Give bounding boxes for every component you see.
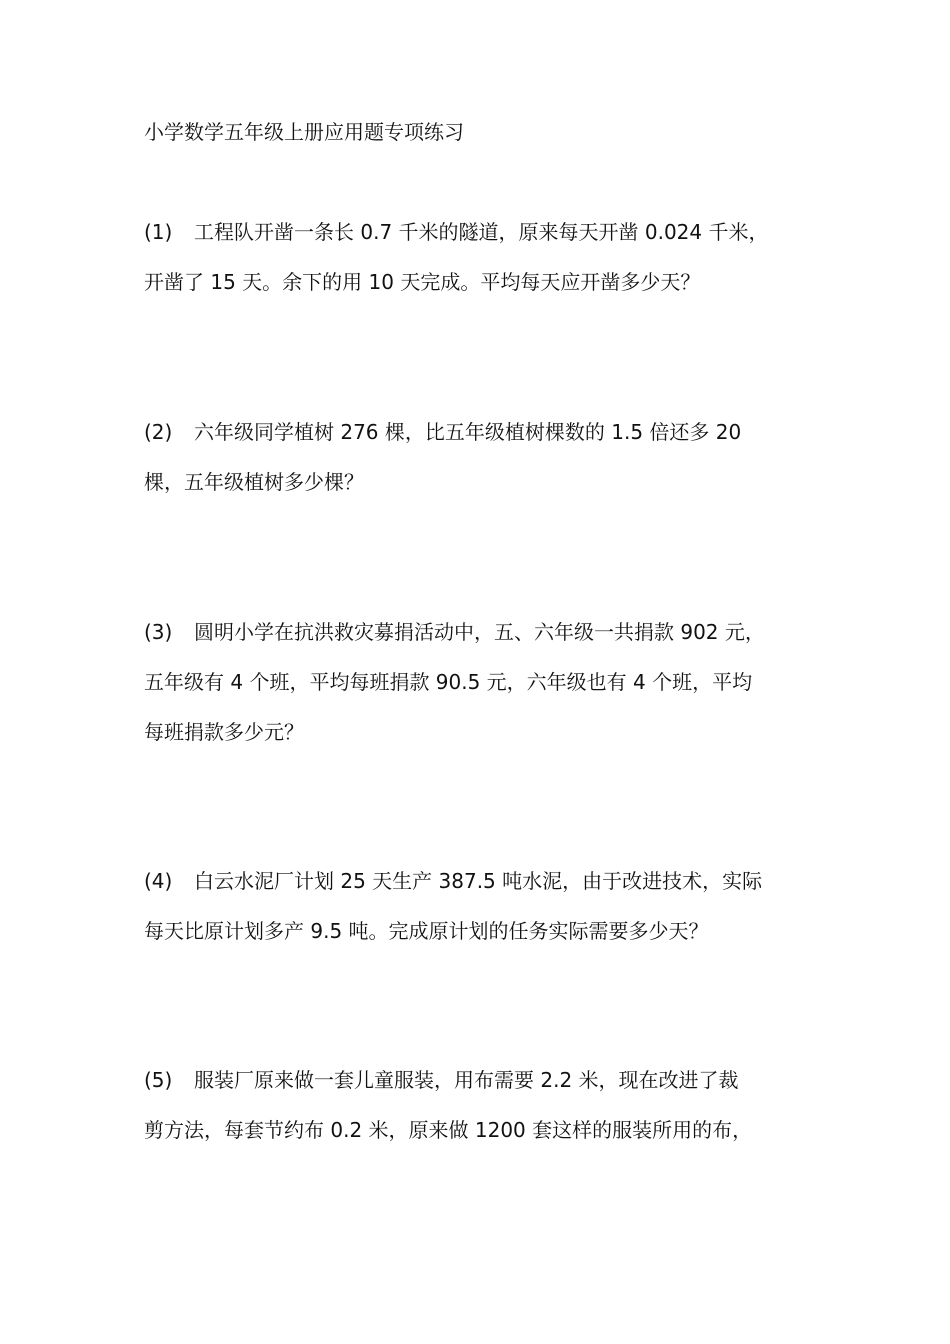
problem-text: 圆明小学在抗洪救灾募捐活动中，五、六年级一共捐款 902 元， [194, 620, 765, 644]
problem-text: 开凿了 15 天。余下的用 10 天完成。平均每天应开凿多少天？ [144, 270, 701, 294]
problem-text: 剪方法，每套节约布 0.2 米，原来做 1200 套这样的服装所用的布， [144, 1118, 753, 1142]
problem-number: (3) [144, 620, 173, 644]
problem-number: (1) [144, 220, 173, 244]
problem-5 [144, 1055, 824, 1155]
problem-line [144, 407, 824, 457]
problem-line [144, 207, 824, 257]
problem-text: 五年级有 4 个班，平均每班捐款 90.5 元，六年级也有 4 个班，平均 [144, 670, 753, 694]
problem-text: 每班捐款多少元？ [144, 720, 304, 744]
document-title: 小学数学五年级上册应用题专项练习 [144, 120, 464, 144]
problem-3 [144, 607, 824, 757]
problem-2 [144, 407, 824, 507]
problem-number: (4) [144, 869, 173, 893]
problem-4 [144, 856, 824, 956]
problem-line [144, 607, 824, 657]
problem-1 [144, 207, 824, 307]
problem-line [144, 1055, 824, 1105]
problem-text: 服装厂原来做一套儿童服装，用布需要 2.2 米，现在改进了裁 [194, 1068, 739, 1092]
problem-text: 六年级同学植树 276 棵，比五年级植树棵数的 1.5 倍还多 20 [194, 420, 742, 444]
problem-text: 棵，五年级植树多少棵？ [144, 470, 364, 494]
problem-number: (2) [144, 420, 173, 444]
problem-number: (5) [144, 1068, 173, 1092]
problem-text: 工程队开凿一条长 0.7 千米的隧道，原来每天开凿 0.024 千米， [194, 220, 769, 244]
problem-text: 白云水泥厂计划 25 天生产 387.5 吨水泥，由于改进技术，实际 [194, 869, 763, 893]
problem-line [144, 856, 824, 906]
problem-text: 每天比原计划多产 9.5 吨。完成原计划的任务实际需要多少天？ [144, 919, 709, 943]
